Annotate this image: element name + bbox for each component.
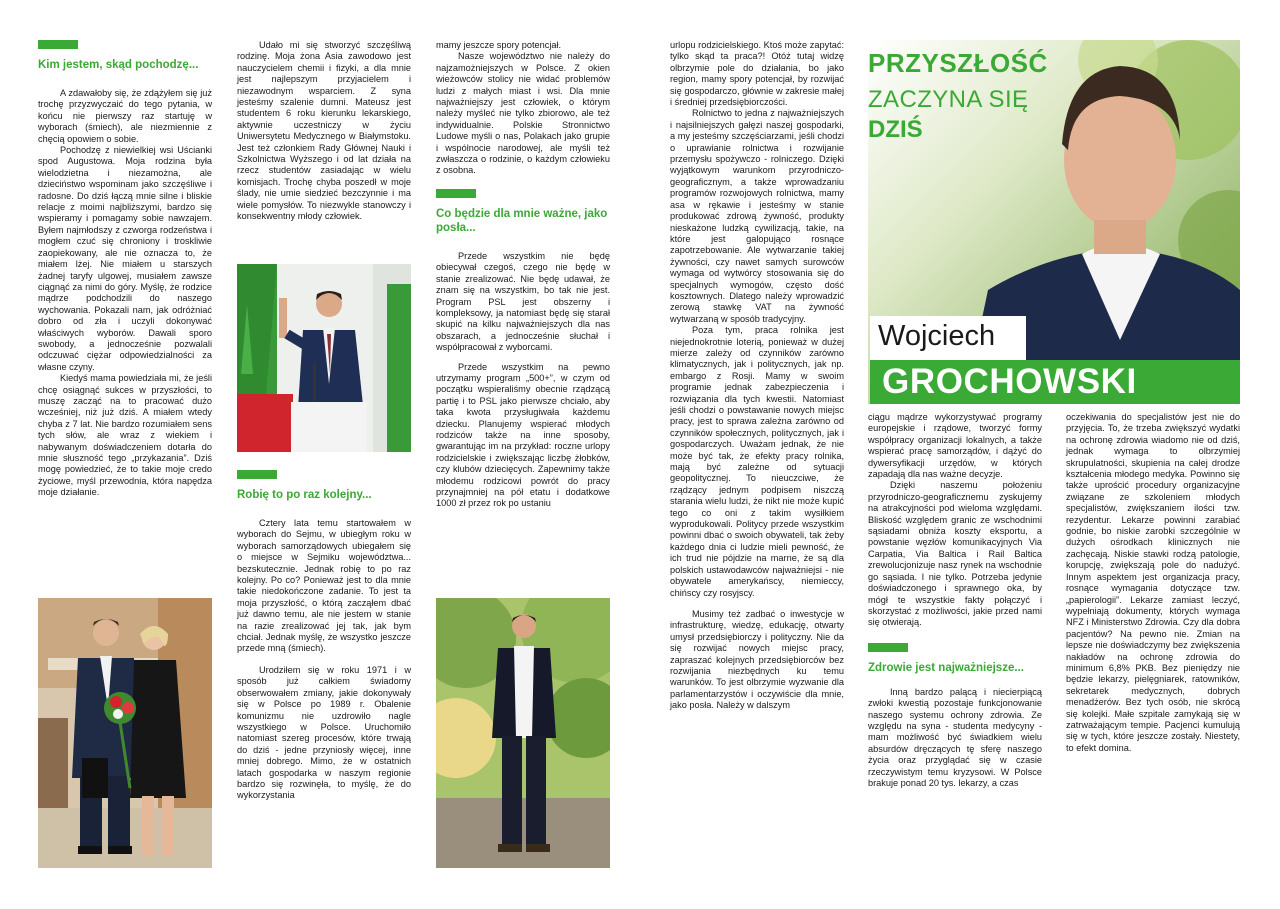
headline-line-2: ZACZYNA SIĘ (868, 86, 1029, 113)
paragraph: urlopu rodzicielskiego. Ktoś może zapytać: tylko skąd ta praca?! Otóż tutaj widzę olbrzymie pole do działania, bo jako region, mamy spory potencjał, by rozwijać się gospodarczo, głównie w zakresie małej i średniej przedsiębiorczości. (670, 40, 844, 108)
paragraph: Przede wszystkim na pewno utrzymamy program „500+”, w czym od początku wspieraliśmy obecnie rządzącą partię i to PSL jako pierwsze chciało, aby taka kwota przysługiwała każdemu dziecku. Planujemy wspierać młodych rodziców także na inne sposoby, gwarantując im na przykład: roczne urlopy rodzicielskie i zwiększając liczbę żłobków, czy klubów dziecięcych. Zapewnimy także młodemu rodzicowi powrót do pracy przynajmniej na pół etatu i dodatkowe 1000 zł przez rok po ustaniu (436, 361, 610, 509)
paragraph: A zdawałoby się, że zdążyłem się już trochę przyzwyczaić do tego pytania, w końcu nie pierwszy raz startuję w wyborach (śmiech), ale niezmiennie z chęcią opowiem o sobie. (38, 88, 212, 144)
paragraph: Cztery lata temu startowałem w wyborach do Sejmu, w ubiegłym roku w wyborach samorządowych ubiegałem się o miejsce w Sejmiku województwa... bezskutecznie. Jednak robię to po raz kolejny. Po co? Ponieważ jest to dla mnie takie niedokończone zadanie. To jest ta moja przyszłość, o którą zacząłem dbać już dawno temu, ale nie jestem w stanie na razie zrealizować jej tak, jak bym chciał. Jednak myślę, że wszystko jeszcze przede mną (śmiech). (237, 518, 411, 654)
headline-line-3: DZIŚ (868, 116, 923, 143)
column-2-lower (237, 470, 411, 802)
photo-candidate-with-wife (38, 598, 212, 868)
section-bar (237, 470, 277, 479)
section-bar (868, 643, 908, 652)
headline-line-1: PRZYSZŁOŚĆ (868, 48, 1048, 78)
section-title-who-am-i: Kim jestem, skąd pochodzę... (38, 59, 199, 71)
paragraph: mamy jeszcze spory potencjał. (436, 40, 562, 50)
paragraph: ciągu mądrze wykorzystywać programy europejskie i rządowe, tworzyć formy współpracy organizacji lokalnych, a także wspierać pracę samorządów, i dążyć do dywersyfikacji urzędów, w których zapadają dla nas ważne decyzje. (868, 412, 1042, 480)
paragraph: Musimy też zadbać o inwestycje w infrastrukturę, wiedzę, edukację, otwarty umysł przedsiębiorczy i polityczny. Nie da się rozwijać nowych miejsc pracy, zapraszać kolejnych przedsiębiorców bez rozwijania niezbędnych ku temu warunków. To jest olbrzymie wyzwanie dla parlamentarzystów i oczywiście dla mnie, jako posła. Należy w dalszym (670, 608, 844, 711)
column-4 (670, 40, 844, 712)
column-5 (868, 412, 1042, 789)
section-bar (38, 40, 78, 49)
photo-candidate-speaking (237, 264, 411, 452)
paragraph: Nasze województwo nie należy do najzamożniejszych w Polsce. Z okien wieżowców stolicy nie widać problemów ludzi z małych miast i wsi. Dla mnie najważniejszy jest człowiek, o którym należy myśleć nie tylko zbiorowo, ale też indywidualnie. Polskie Stronnictwo Ludowe myśli o nas, Polakach jako grupie i wspólnocie narodowej, ale myśli też zwłaszcza o rodzinie, o każdym człowieku z osobna. (436, 51, 610, 176)
candidate-last-name: GROCHOWSKI (870, 360, 1240, 404)
paragraph: Kiedyś mama powiedziała mi, że jeśli chcę osiągnąć sukces w przyszłości, to muszę zacząć na to pracować dużo wcześniej, niż już dziś. A miałem wtedy chyba z 7 lat. Nie bardzo rozumiałem sens tych słów, ale wraz z wiekiem i nabywanym doświadczeniem dotarła do mnie słuszność tego „przykazania”. Dziś mogę powiedzieć, że to takie moje credo życiowe, myśl przewodnia, która napędza moje działanie. (38, 373, 212, 498)
paragraph: Przede wszystkim nie będę obiecywał czegoś, czego nie będę w stanie zrealizować. Nie będę udawał, że znam się na wszystkim, bo tak nie jest. Program PSL jest obszerny i kompleksowy, ja natomiast będę się starał skupić na kilku najważniejszych dla nas obszarach, a jednocześnie słuchał i współpracował z wyborcami. (436, 250, 610, 353)
photo-candidate-outdoors (436, 598, 610, 868)
section-title-again: Robię to po raz kolejny... (237, 489, 372, 501)
paragraph: Urodziłem się w roku 1971 i w sposób już całkiem świadomy obserwowałem zmiany, jakie dokonywały się w Polsce po 1989 r. Obalenie komunizmu nie uzdrowiło nagle wszystkiego w Polsce. Uruchomiło natomiast szereg procesów, które trwają do dziś - jedne przyniosły więcej, inne mniej dobrego. Mimo, że w ostatnich latach gospodarka w naszym regionie bardzo się rozwinęła, to myślę, że do wykorzystania (237, 664, 411, 801)
paragraph: Udało mi się stworzyć szczęśliwą rodzinę. Moja żona Asia zawodowo jest nauczycielem chemii i fizyki, a dla mnie jest najlepszym przyjacielem i niezawodnym wsparciem. Z syna jesteśmy szalenie dumni. Mateusz jest studentem 6 roku kierunku lekarskiego, aktywnie uczestniczy w życiu Uniwersytetu Medycznego w Białymstoku. Jest też członkiem Rady Głównej Nauki i Szkolnictwa Wyższego i od lat działa na rzecz studentów zasiadając w wielu komisjach. Trochę chyba poszedł w moje ślady, nie umie siedzieć bezczynnie i ma wiele pomysłów. To niezwykle stanowczy i konsekwentny młody człowiek. (237, 40, 411, 222)
paragraph: Pochodzę z niewielkiej wsi Uścianki spod Augustowa. Moja rodzina była wielodzietna i niezamożna, ale dzieciństwo wspominam jako szczęśliwe i radosne. Do dziś łączą mnie silne i bliskie relacje z moimi najbliższymi, bardzo się wspieramy i pomagamy sobie nawzajem. Byłem najmłodszy z czworga rodzeństwa i mogłem czuć się chroniony i troskliwie zaopiekowany, ale nie oznacza to, że miałem lżej. Nie miałem u starszych żadnej taryfy ulgowej, musiałem zawsze ciągnąć za nimi do góry. Myślę, że rodzice mądrze podchodzili do naszego wychowania. Pokazali nam, jak odróżniać dobro od zła i uczyli dokonywać właściwych wyborów. Dawali sporo swobody, a jednocześnie pozwalali odczuwać ciężar odpowiedzialności za własne czyny. (38, 145, 212, 372)
section-title-health: Zdrowie jest najważniejsze... (868, 661, 1024, 674)
section-title-priorities: Co będzie dla mnie ważne, jako posła... (436, 207, 608, 234)
section-bar (436, 189, 476, 198)
paragraph: Dzięki naszemu położeniu przyrodniczo-geograficznemu zyskujemy na atrakcyjności pod wieloma względami. Bliskość względem granic ze wschodnimi sąsiadami obniża koszty eksportu, a powstanie węzłów komunikacyjnych Via Carpatia, Via Baltica i Rail Baltica zrewolucjonizuje nasz rynek na wschodnie go sąsiada. I nie tylko. Potrzeba jedynie doświadczonego i sprawnego oka, by mógł te wszystkie fakty połączyć i skorzystać z możliwości, jakie przed nami się otwierają. (868, 480, 1042, 628)
paragraph: oczekiwania do specjalistów jest nie do przyjęcia. To, że trzeba zwiększyć wydatki na ochronę zdrowia wiadomo nie od dziś, jednak wymaga to olbrzymiej skrupulatności, skupienia na całej drodze kształcenia młodego medyka. Powinno się także uprościć procedury organizacyjne związane ze szkoleniem młodych specjalistów, zwiększaniem ilości tzw. rezydentur. Lekarze powinni zarabiać godnie, bo niskie zarobki szczególnie w dużych ośrodkach klinicznych nie zachęcają. Niskie stawki rodzą patologie, korupcję, zwiększają pole do nadużyć. Innym aspektem jest organizacja pracy, rosnące wymagania dotyczące tzw. „papierologii”. Lekarze zamiast leczyć, wypełniają dokumenty, których wymaga NFZ i Ministerstwo Zdrowia. Czy dla dobra pacjentów? Na pewno nie. Zmian na lepsze nie doświadczymy bez zwiększenia nakładów na ochronę zdrowia do minimum 6,8% PKB. Bez pieniędzy nie będzie lekarzy, pielęgniarek, ratowników, sekretarek medycznych, dobrych menadżerów. Bez tych osób, nie skrócą się kolejki. Małe szpitale zamykają się w zatrważającym tempie. Pacjenci kumulują się w tych, które jeszcze zostały. Niestety, to efekt domina. (1066, 412, 1240, 753)
photo-outdoors-illustration (436, 598, 610, 868)
column-6 (1066, 412, 1240, 754)
photo-couple-illustration (38, 598, 212, 868)
photo-speaker-illustration (237, 264, 411, 452)
column-3 (436, 40, 610, 510)
column-2 (237, 40, 411, 223)
column-1 (38, 40, 212, 499)
paragraph: Rolnictwo to jedna z najważniejszych i najsilniejszych gałęzi naszej gospodarki, a my jesteśmy szczęściarzami, jeśli chodzi o uprawianie rolnictwa i rozwijanie przemysłu spożywczo - rolniczego. Dzięki wyjątkowym warunkom przyrodniczo-geograficznym, a także wprowadzaniu programów rozwojowych rolnictwa, mamy asa w rękawie i jesteśmy w stanie produkować zdrową żywność, produkty nieskażone ludzką cywilizacją, takie, na które jest galopująco rosnące zapotrzebowanie. Ale wytwarzanie takiej żywności, czy nawet samych surowców wymaga od wytwórcy stosowania się do specjalnych wymogów, często dość kosztownych. Dlatego należy wprowadzić zerową stawkę VAT na żywność wytwarzaną w sposób tradycyjny. (670, 108, 844, 324)
paragraph: Inną bardzo palącą i niecierpiącą zwłoki kwestią pozostaje funkcjonowanie naszego systemu ochrony zdrowia. Ze względu na syna - studenta medycyny - mam możliwość być świadkiem wielu absurdów dręczących tę sferę naszego życia oraz przyglądać się w czasie rzeczywistym temu kryzysowi. W Polsce brakuje ponad 20 tys. lekarzy, a czas (868, 686, 1042, 788)
candidate-first-name: Wojciech (870, 316, 1026, 360)
paragraph: Poza tym, praca rolnika jest niejednokrotnie loterią, ponieważ w dużej mierze zależy od czynników zarówno klimatycznych, jak i politycznych, jak np. embargo z Rosji. Mamy w swoim programie jednak zabezpieczenia i rozwiązania dla tych kwestii. Natomiast jeśli chodzi o powstawanie nowych miejsc pracy, jest to sprawa zależna zarówno od czynników społecznych, politycznych, jak i gospodarczych. Uważam jednak, że nie może być tak, że efekty pracy rolnika, mają być zależne od sytuacji geopolitycznej. To nieuczciwe, że rządzący jednym podpisem niszczą starania wielu ludzi, że nikt nie może kupić tego co oni z takim wysiłkiem wyprodukowali. Politycy przede wszystkim powinni dbać o swoich obywateli, tak żeby każdego dnia ci ludzie mieli pewność, że ich trud nie pójdzie na marne, że są dla polskich ustawodawców najważniejsi - nie obywatele amerykańscy, niemieccy, chińscy czy rosyjscy. (670, 325, 844, 598)
